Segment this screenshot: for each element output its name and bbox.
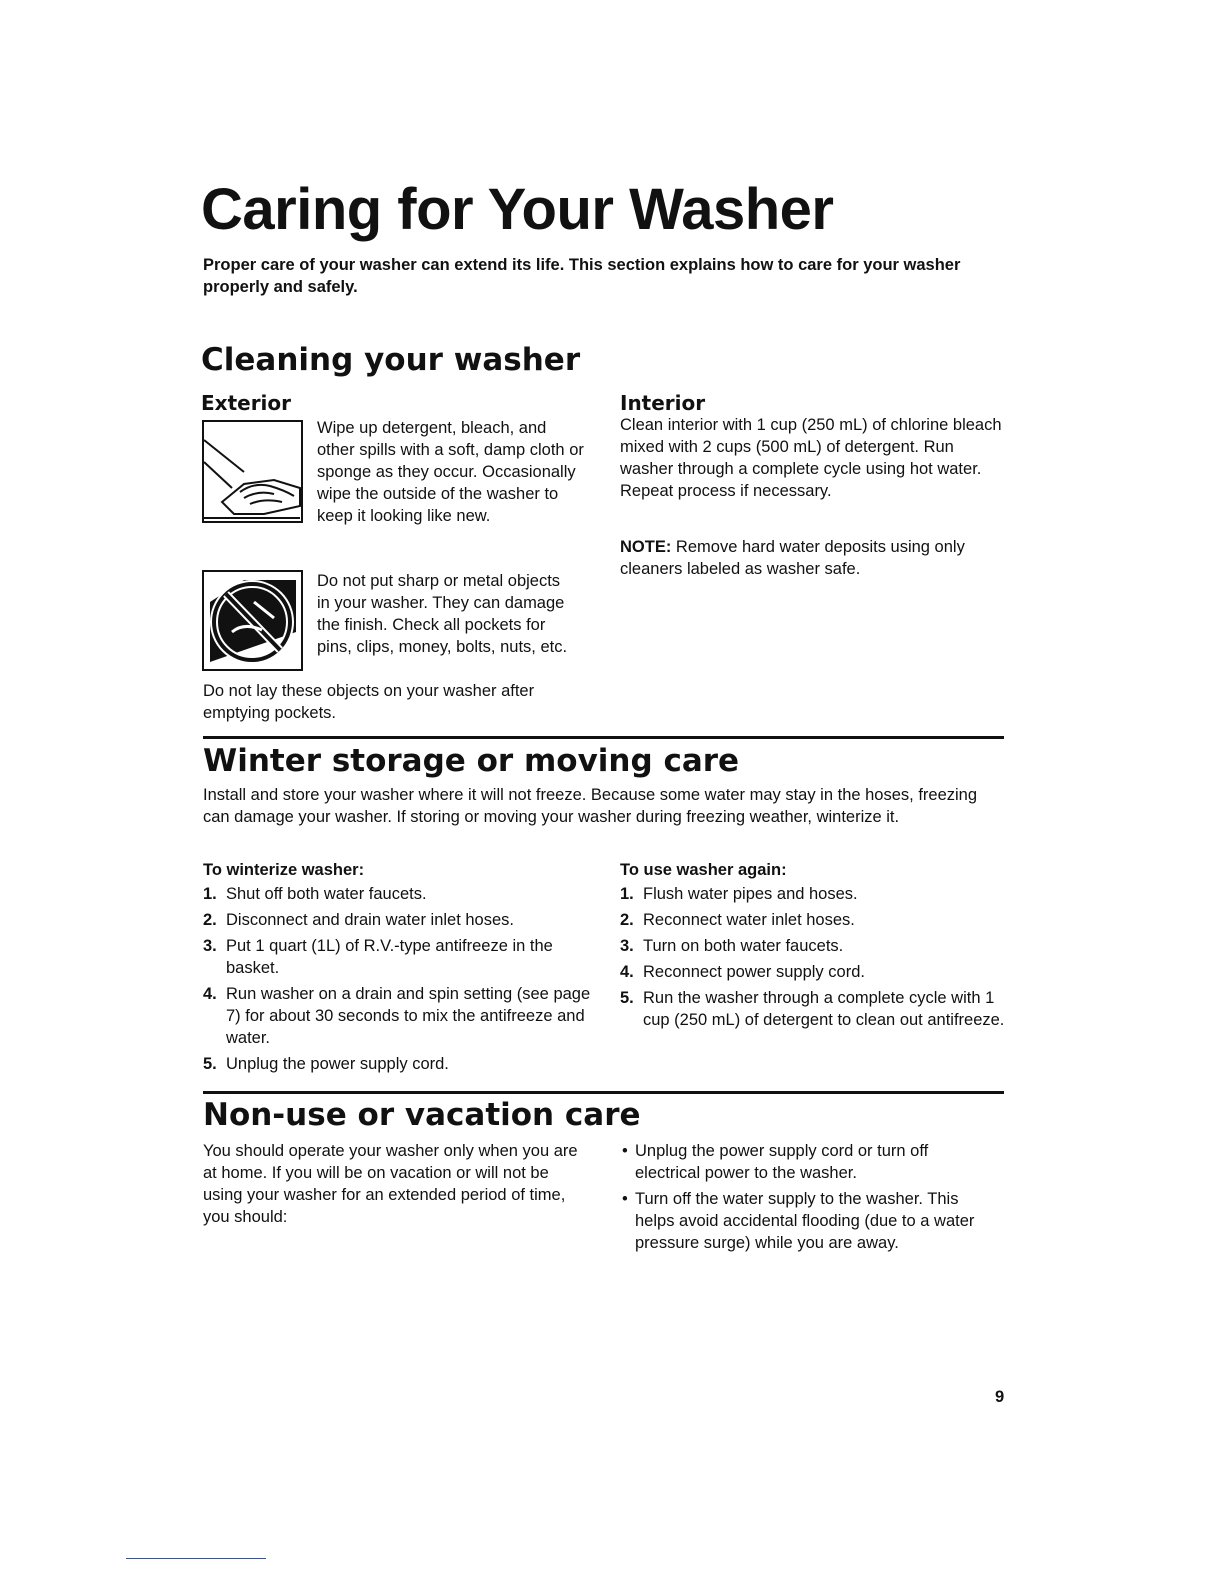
exterior-heading: Exterior xyxy=(201,391,292,415)
section-rule-winter xyxy=(203,736,1004,739)
winterize-heading: To winterize washer: xyxy=(203,861,365,879)
step-number: 2. xyxy=(203,911,217,929)
winterize-block xyxy=(203,859,593,1079)
winterize-steps xyxy=(203,883,593,1075)
step-number: 4. xyxy=(203,985,217,1003)
step-text: Turn on both water faucets. xyxy=(643,937,844,955)
step-text: Flush water pipes and hoses. xyxy=(643,885,858,903)
page-title: Caring for Your Washer xyxy=(201,177,834,242)
note-text: Remove hard water deposits using only cleaners labeled as washer safe. xyxy=(620,538,965,578)
step-text: Run washer on a drain and spin setting (see page 7) for about 30 seconds to mix the antifreeze and water. xyxy=(226,985,591,1047)
note-label: NOTE: xyxy=(620,538,672,556)
page-number: 9 xyxy=(995,1388,1005,1406)
step-item xyxy=(620,909,1005,931)
step-item xyxy=(203,909,593,931)
section-rule-nonuse xyxy=(203,1091,1004,1094)
step-item xyxy=(620,883,1005,905)
cleaning-heading: Cleaning your washer xyxy=(201,342,581,378)
step-item xyxy=(203,935,593,979)
step-text: Disconnect and drain water inlet hoses. xyxy=(226,911,514,929)
bullet-text: Unplug the power supply cord or turn off electrical power to the washer. xyxy=(635,1142,929,1182)
bullet-item xyxy=(622,1140,992,1184)
intro-text: Proper care of your washer can extend its life. This section explains how to care for your washer properly and safely. xyxy=(203,256,961,296)
use-again-heading: To use washer again: xyxy=(620,861,787,879)
footer-line xyxy=(126,1558,266,1559)
wiping-cloth-icon xyxy=(202,420,303,523)
winter-intro: Install and store your washer where it will not freeze. Because some water may stay in the hoses, freezing can damage your washer. If storing or moving your washer during freezing weather, winterize it. xyxy=(203,786,978,826)
nonuse-bullets xyxy=(622,1140,992,1258)
step-number: 1. xyxy=(620,885,634,903)
step-item xyxy=(203,983,593,1049)
step-number: 3. xyxy=(203,937,217,955)
step-text: Unplug the power supply cord. xyxy=(226,1055,449,1073)
no-sharp-objects-icon xyxy=(202,570,303,671)
step-number: 1. xyxy=(203,885,217,903)
use-again-steps xyxy=(620,883,1005,1031)
step-text: Run the washer through a complete cycle with 1 cup (250 mL) of detergent to clean out antifreeze. xyxy=(643,989,1005,1029)
step-number: 4. xyxy=(620,963,634,981)
nonuse-intro: You should operate your washer only when you are at home. If you will be on vacation or will not be using your washer for an extended period of time, you should: xyxy=(203,1142,578,1226)
step-item xyxy=(620,961,1005,983)
step-number: 5. xyxy=(203,1055,217,1073)
bullet-text: Turn off the water supply to the washer. This helps avoid accidental flooding (due to a water pressure surge) while you are away. xyxy=(635,1190,975,1252)
interior-heading: Interior xyxy=(620,391,706,415)
bullet-dot: • xyxy=(622,1190,628,1208)
exterior-text-2: Do not put sharp or metal objects in your washer. They can damage the finish. Check all pockets for pins, clips, money, bolts, nuts, etc. xyxy=(317,572,568,656)
winter-heading: Winter storage or moving care xyxy=(203,743,740,779)
step-text: Reconnect water inlet hoses. xyxy=(643,911,855,929)
step-text: Shut off both water faucets. xyxy=(226,885,427,903)
exterior-text-1: Wipe up detergent, bleach, and other spills with a soft, damp cloth or sponge as they occur. Occasionally wipe the outside of the washer to keep it looking like new. xyxy=(317,419,584,525)
step-number: 5. xyxy=(620,989,634,1007)
use-again-block xyxy=(620,859,1005,1035)
step-text: Reconnect power supply cord. xyxy=(643,963,865,981)
step-item xyxy=(203,1053,593,1075)
step-number: 2. xyxy=(620,911,634,929)
step-item xyxy=(620,935,1005,957)
nonuse-heading: Non-use or vacation care xyxy=(203,1097,641,1133)
step-item xyxy=(203,883,593,905)
step-item xyxy=(620,987,1005,1031)
bullet-item xyxy=(622,1188,992,1254)
interior-note xyxy=(620,536,1000,580)
step-number: 3. xyxy=(620,937,634,955)
step-text: Put 1 quart (1L) of R.V.-type antifreeze in the basket. xyxy=(226,937,553,977)
bullet-dot: • xyxy=(622,1142,628,1160)
exterior-text-3: Do not lay these objects on your washer after emptying pockets. xyxy=(203,682,535,722)
interior-text: Clean interior with 1 cup (250 mL) of chlorine bleach mixed with 2 cups (500 mL) of detergent. Run washer through a complete cycle using hot water. Repeat process if necessary. xyxy=(620,416,1002,500)
